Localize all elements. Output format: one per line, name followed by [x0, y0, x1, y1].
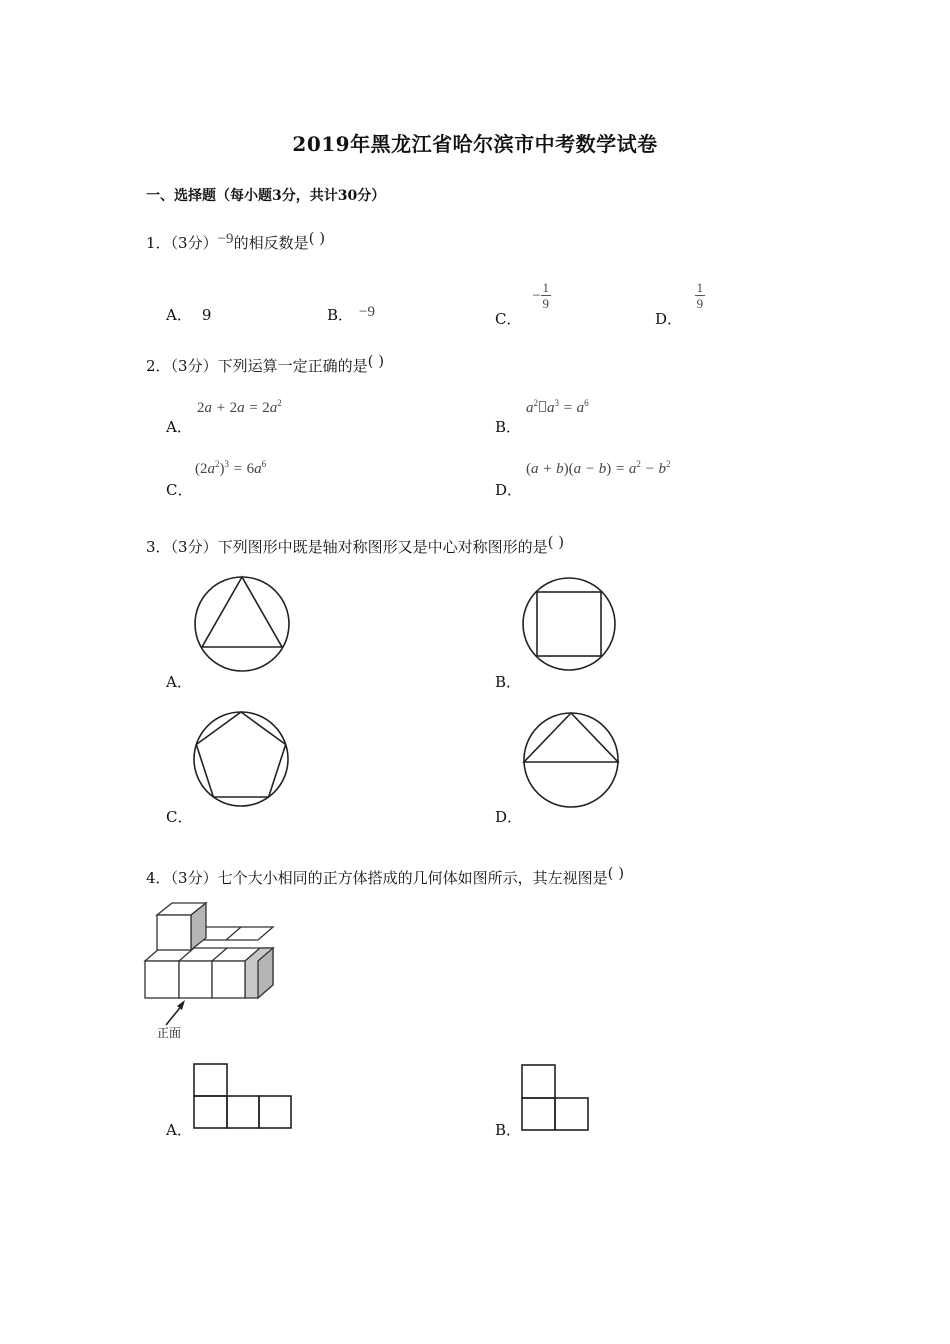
q3-figure-d	[522, 711, 620, 809]
question-4	[146, 864, 625, 888]
q4-cube-figure	[142, 903, 282, 1043]
front-cube-2	[179, 961, 212, 998]
q3-option-d[interactable]: D．	[495, 808, 523, 826]
fraction-denominator: 9	[542, 296, 549, 311]
question-number: 4．	[146, 869, 171, 887]
option-label: A．	[166, 306, 192, 324]
option-value: −9	[359, 304, 375, 320]
answer-blank: ( )	[367, 352, 385, 370]
question-points: （3分）	[170, 234, 218, 252]
q2-option-c-formula: $(2a^2)^3 = 6a^6$	[195, 459, 267, 477]
q3-figure-a	[192, 574, 292, 674]
question-1	[146, 229, 326, 253]
section-heading: 一、选择题（每小题3分，共计30分）	[146, 188, 386, 204]
answer-blank: ( )	[308, 229, 326, 247]
q3-option-c[interactable]: C．	[166, 808, 193, 826]
answer-blank: ( )	[547, 533, 565, 551]
front-cube-1	[145, 961, 179, 998]
arrow-head-icon	[177, 1000, 185, 1010]
page-title: 2019年黑龙江省哈尔滨市中考数学试卷	[292, 132, 658, 156]
square-shape	[537, 592, 601, 656]
question-text: 的相反数是	[233, 234, 309, 252]
q3-figure-c	[192, 710, 290, 808]
q2-option-d-label[interactable]: D．	[495, 481, 523, 499]
question-number: 2．	[146, 357, 171, 375]
figure-label: 正面	[157, 1026, 182, 1040]
top-cube-front	[157, 915, 191, 950]
q4-option-a[interactable]: A．	[166, 1121, 192, 1139]
circle-shape	[194, 712, 288, 806]
q2-option-b-formula: $a^2$ $a^3 = a^6$	[526, 398, 589, 416]
q1-option-a[interactable]	[166, 304, 211, 325]
question-text: 下列图形中既是轴对称图形又是中心对称图形的是	[217, 538, 548, 556]
q3-option-a[interactable]: A．	[166, 673, 192, 691]
q2-option-b-label[interactable]: B．	[495, 418, 522, 436]
circle-shape	[195, 577, 289, 671]
circle-shape	[524, 713, 618, 807]
option-label: B．	[327, 306, 354, 324]
q3-option-b[interactable]: B．	[495, 673, 522, 691]
question-points: （3分）	[170, 538, 218, 556]
option-value: 9	[201, 306, 212, 324]
q2-option-a-label[interactable]: A．	[166, 418, 192, 436]
q2-option-a-formula: $2a + 2a = 2a^2$	[197, 398, 282, 416]
question-points: （3分）	[170, 357, 218, 375]
q1-option-b[interactable]	[327, 304, 375, 325]
question-2	[146, 352, 385, 376]
option-fraction	[541, 280, 551, 311]
option-fraction	[695, 280, 705, 311]
question-3	[146, 533, 565, 557]
question-text: 下列运算一定正确的是	[217, 357, 368, 375]
option-label: D．	[655, 309, 683, 328]
option-sign: −	[532, 287, 541, 304]
fraction-denominator: 9	[696, 296, 704, 311]
q2-option-d-formula: $(a + b)(a - b) = a^2 - b^2$	[526, 459, 671, 477]
answer-blank: ( )	[607, 864, 625, 882]
fraction-numerator: 1	[542, 280, 549, 295]
question-number: 3．	[146, 538, 171, 556]
q4-figure-b	[521, 1064, 591, 1132]
question-text: 七个大小相同的正方体搭成的几何体如图所示，其左视图是	[217, 869, 608, 887]
q2-option-c-label[interactable]: C．	[166, 481, 193, 499]
q1-option-d[interactable]	[655, 280, 705, 328]
fraction-numerator: 1	[696, 280, 704, 295]
triangle-shape	[524, 713, 618, 762]
q4-figure-a	[193, 1063, 293, 1129]
question-points: （3分）	[170, 869, 218, 887]
q3-figure-b	[521, 576, 617, 672]
q4-option-b[interactable]: B．	[495, 1121, 522, 1139]
triangle-shape	[202, 577, 282, 647]
q1-option-c[interactable]	[495, 280, 551, 328]
question-expression: −9	[217, 231, 234, 247]
front-cube-3	[212, 961, 245, 998]
question-number: 1．	[146, 234, 171, 252]
option-label: C．	[495, 309, 522, 328]
